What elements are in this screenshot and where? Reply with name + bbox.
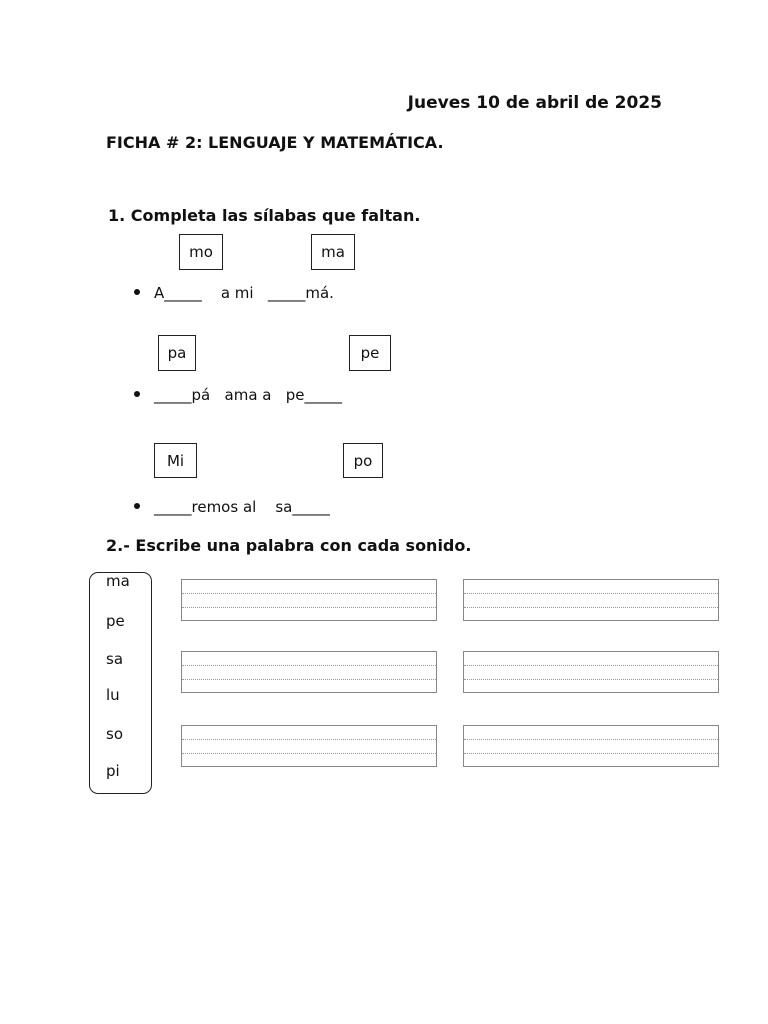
writing-box[interactable]: [463, 725, 719, 767]
writing-box[interactable]: [181, 579, 437, 621]
sound-item: lu: [106, 686, 120, 704]
sounds-list-box: [89, 572, 152, 794]
writing-box[interactable]: [181, 651, 437, 693]
sentence-line: [134, 386, 342, 404]
writing-box[interactable]: [463, 579, 719, 621]
bullet-icon: [134, 289, 140, 295]
sound-item: pi: [106, 762, 120, 780]
writing-box[interactable]: [181, 725, 437, 767]
syllable-box: pe: [349, 335, 391, 371]
document-date: Jueves 10 de abril de 2025: [407, 93, 662, 113]
worksheet-title: FICHA # 2: LENGUAJE Y MATEMÁTICA.: [106, 133, 444, 152]
syllable-box: mo: [179, 234, 223, 270]
sentence-text: A_____ a mi _____má.: [154, 284, 334, 302]
syllable-box: Mi: [154, 443, 197, 478]
sentence-line: [134, 284, 334, 302]
sound-item: sa: [106, 650, 124, 668]
sound-item: ma: [106, 572, 130, 590]
syllable-box: ma: [311, 234, 355, 270]
sound-item: pe: [106, 612, 125, 630]
exercise-2-heading: 2.- Escribe una palabra con cada sonido.: [106, 536, 472, 555]
sentence-line: [134, 498, 330, 516]
syllable-box: pa: [158, 335, 196, 371]
sentence-text: _____remos al sa_____: [154, 498, 330, 516]
bullet-icon: [134, 391, 140, 397]
exercise-1-heading: 1. Completa las sílabas que faltan.: [108, 206, 421, 225]
sound-item: so: [106, 725, 123, 743]
sentence-text: _____pá ama a pe_____: [154, 386, 343, 404]
writing-box[interactable]: [463, 651, 719, 693]
syllable-box: po: [343, 443, 383, 478]
bullet-icon: [134, 503, 140, 509]
